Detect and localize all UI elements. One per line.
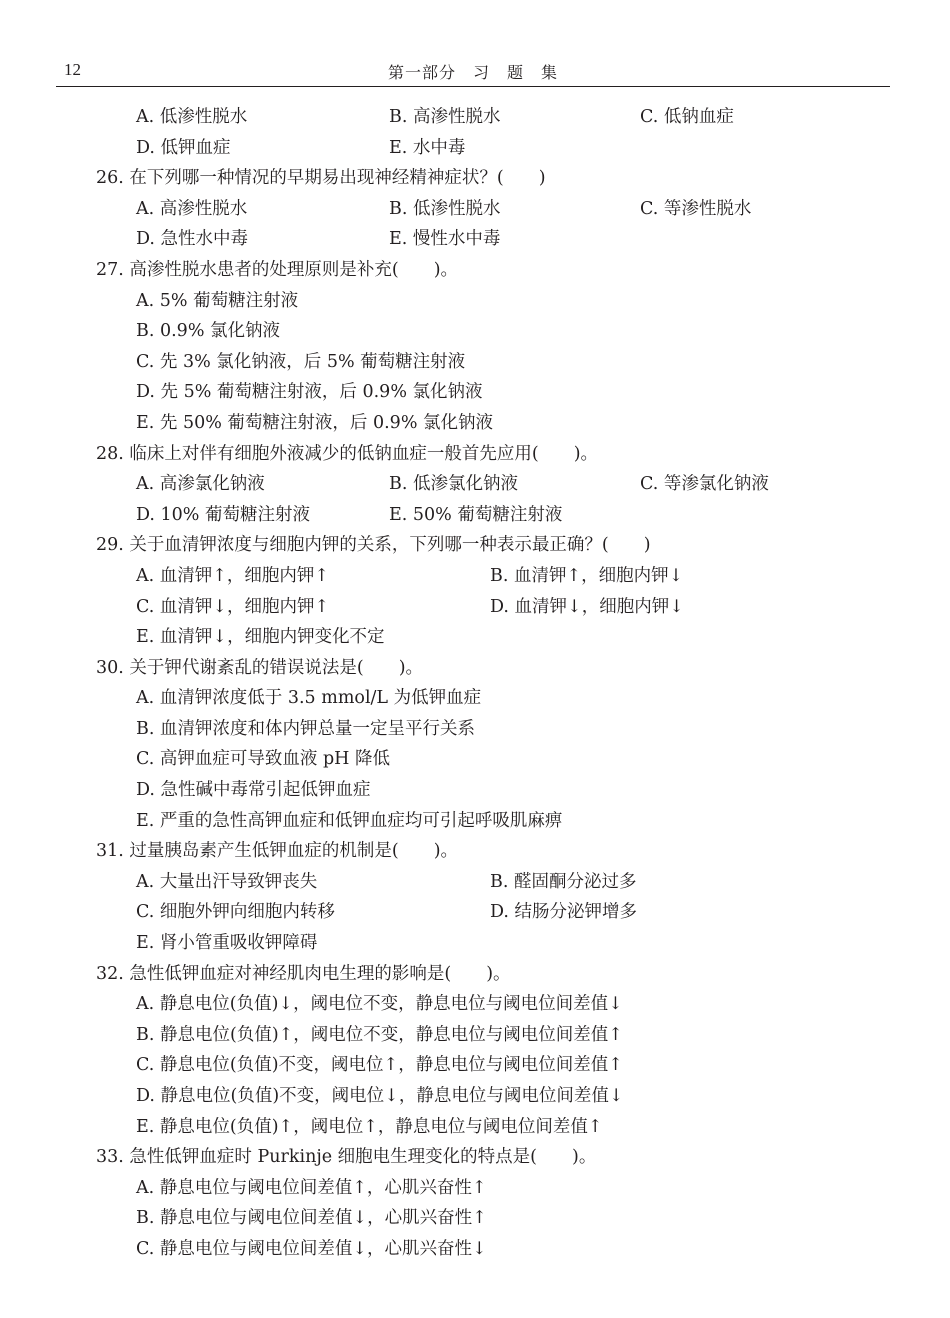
answer-option: B. 醛固酮分泌过多 bbox=[490, 871, 637, 892]
option-row bbox=[0, 1173, 950, 1204]
answer-option: C. 静息电位(负值)不变，阈电位↑，静息电位与阈电位间差值↑ bbox=[136, 1055, 623, 1076]
option-row bbox=[0, 102, 950, 133]
emphasis-word: 错误 bbox=[269, 657, 305, 678]
answer-option: D. 静息电位(负值)不变，阈电位↓，静息电位与阈电位间差值↓ bbox=[136, 1086, 624, 1106]
question-stem-text: 说法是( )。 bbox=[304, 657, 424, 678]
question-stem: 32. 急性低钾血症对神经肌肉电生理的影响是( )。 bbox=[96, 963, 511, 984]
answer-option: B. 低渗氯化钠液 bbox=[389, 474, 518, 495]
answer-option: B. 静息电位与阈电位间差值↓，心肌兴奋性↑ bbox=[136, 1208, 487, 1229]
answer-option: C. 细胞外钾向细胞内转移 bbox=[136, 902, 335, 923]
option-row bbox=[0, 469, 950, 500]
question-stem-row bbox=[0, 439, 950, 470]
answer-option: E. 50% 葡萄糖注射液 bbox=[389, 504, 563, 525]
option-row bbox=[0, 714, 950, 745]
answer-option: C. 等渗氯化钠液 bbox=[640, 474, 769, 495]
answer-option: B. 低渗性脱水 bbox=[389, 198, 501, 219]
answer-option: D. 血清钾↓，细胞内钾↓ bbox=[490, 596, 684, 617]
answer-option: A. 静息电位与阈电位间差值↑，心肌兴奋性↑ bbox=[136, 1177, 487, 1198]
answer-option: A. 高渗氯化钠液 bbox=[136, 474, 265, 495]
option-row bbox=[0, 1112, 950, 1143]
option-row bbox=[0, 224, 950, 255]
question-stem bbox=[96, 653, 423, 684]
option-row bbox=[0, 775, 950, 806]
answer-option: E. 水中毒 bbox=[389, 137, 466, 158]
question-list bbox=[0, 102, 950, 1265]
answer-option: A. 大量出汗导致钾丧失 bbox=[136, 871, 318, 892]
answer-option: E. 慢性水中毒 bbox=[389, 229, 501, 250]
answer-option: C. 静息电位与阈电位间差值↓，心肌兴奋性↓ bbox=[136, 1238, 487, 1259]
question-stem-row bbox=[0, 653, 950, 684]
option-row bbox=[0, 1020, 950, 1051]
question-stem: 29. 关于血清钾浓度与细胞内钾的关系，下列哪一种表示最正确？( ) bbox=[96, 535, 651, 556]
question-stem: 28. 临床上对伴有细胞外液减少的低钠血症一般首先应用( )。 bbox=[96, 443, 599, 464]
answer-option: D. 急性碱中毒常引起低钾血症 bbox=[136, 780, 371, 801]
answer-option: A. 血清钾↑，细胞内钾↑ bbox=[136, 565, 330, 586]
option-row bbox=[0, 133, 950, 164]
answer-option: D. 10% 葡萄糖注射液 bbox=[136, 504, 310, 525]
option-row bbox=[0, 377, 950, 408]
option-row bbox=[0, 561, 950, 592]
page-header bbox=[56, 56, 890, 87]
option-row bbox=[0, 592, 950, 623]
answer-option: D. 低钾血症 bbox=[136, 137, 231, 158]
answer-option: E. 严重的急性高钾血症和低钾血症均可引起呼吸肌麻痹 bbox=[136, 810, 563, 831]
question-stem: 31. 过量胰岛素产生低钾血症的机制是( )。 bbox=[96, 841, 459, 862]
option-row bbox=[0, 1234, 950, 1265]
answer-option: B. 0.9% 氯化钠液 bbox=[136, 321, 281, 342]
option-row bbox=[0, 867, 950, 898]
answer-option: C. 先 3% 氯化钠液，后 5% 葡萄糖注射液 bbox=[136, 351, 466, 372]
answer-option: A. 5% 葡萄糖注射液 bbox=[136, 290, 299, 311]
question-stem-row bbox=[0, 255, 950, 286]
question-stem-row bbox=[0, 959, 950, 990]
question-stem-row bbox=[0, 530, 950, 561]
answer-option: C. 等渗性脱水 bbox=[640, 198, 752, 219]
question-stem: 27. 高渗性脱水患者的处理原则是补充( )。 bbox=[96, 259, 459, 280]
question-stem-row bbox=[0, 1142, 950, 1173]
option-row bbox=[0, 928, 950, 959]
question-stem-row bbox=[0, 836, 950, 867]
option-row bbox=[0, 316, 950, 347]
option-row bbox=[0, 347, 950, 378]
answer-option: C. 高钾血症可导致血液 pH 降低 bbox=[136, 749, 390, 770]
answer-option: A. 低渗性脱水 bbox=[136, 107, 248, 127]
question-stem: 26. 在下列哪一种情况的早期易出现神经精神症状？( ) bbox=[96, 168, 546, 189]
option-row bbox=[0, 1050, 950, 1081]
option-row bbox=[0, 1203, 950, 1234]
option-row bbox=[0, 622, 950, 653]
option-row bbox=[0, 500, 950, 531]
option-row bbox=[0, 1081, 950, 1112]
answer-option: E. 静息电位(负值)↑，阈电位↑，静息电位与阈电位间差值↑ bbox=[136, 1116, 603, 1137]
answer-option: C. 血清钾↓，细胞内钾↑ bbox=[136, 596, 330, 617]
option-row bbox=[0, 408, 950, 439]
answer-option: D. 结肠分泌钾增多 bbox=[490, 902, 638, 923]
option-row bbox=[0, 194, 950, 225]
option-row bbox=[0, 989, 950, 1020]
option-row bbox=[0, 744, 950, 775]
question-stem-row bbox=[0, 163, 950, 194]
answer-option: D. 急性水中毒 bbox=[136, 229, 249, 250]
answer-option: E. 肾小管重吸收钾障碍 bbox=[136, 933, 318, 954]
page-number: 12 bbox=[64, 60, 81, 79]
answer-option: A. 高渗性脱水 bbox=[136, 198, 248, 219]
answer-option: A. 血清钾浓度低于 3.5 mmol/L 为低钾血症 bbox=[136, 688, 482, 709]
option-row bbox=[0, 806, 950, 837]
option-row bbox=[0, 683, 950, 714]
answer-option: B. 血清钾浓度和体内钾总量一定呈平行关系 bbox=[136, 718, 475, 739]
answer-option: C. 低钠血症 bbox=[640, 107, 734, 127]
option-row bbox=[0, 286, 950, 317]
option-row bbox=[0, 897, 950, 928]
answer-option: B. 血清钾↑，细胞内钾↓ bbox=[490, 565, 684, 586]
running-title: 第一部分 习 题 集 bbox=[387, 63, 558, 82]
question-stem: 33. 急性低钾血症时 Purkinje 细胞电生理变化的特点是( )。 bbox=[96, 1147, 597, 1168]
answer-option: B. 静息电位(负值)↑，阈电位不变，静息电位与阈电位间差值↑ bbox=[136, 1024, 623, 1045]
answer-option: E. 先 50% 葡萄糖注射液，后 0.9% 氯化钠液 bbox=[136, 412, 494, 433]
answer-option: B. 高渗性脱水 bbox=[389, 107, 501, 127]
answer-option: A. 静息电位(负值)↓，阈电位不变，静息电位与阈电位间差值↓ bbox=[136, 994, 623, 1015]
question-stem-text: 30. 关于钾代谢紊乱的 bbox=[96, 657, 270, 678]
answer-option: E. 血清钾↓，细胞内钾变化不定 bbox=[136, 627, 385, 648]
answer-option: D. 先 5% 葡萄糖注射液，后 0.9% 氯化钠液 bbox=[136, 382, 483, 403]
